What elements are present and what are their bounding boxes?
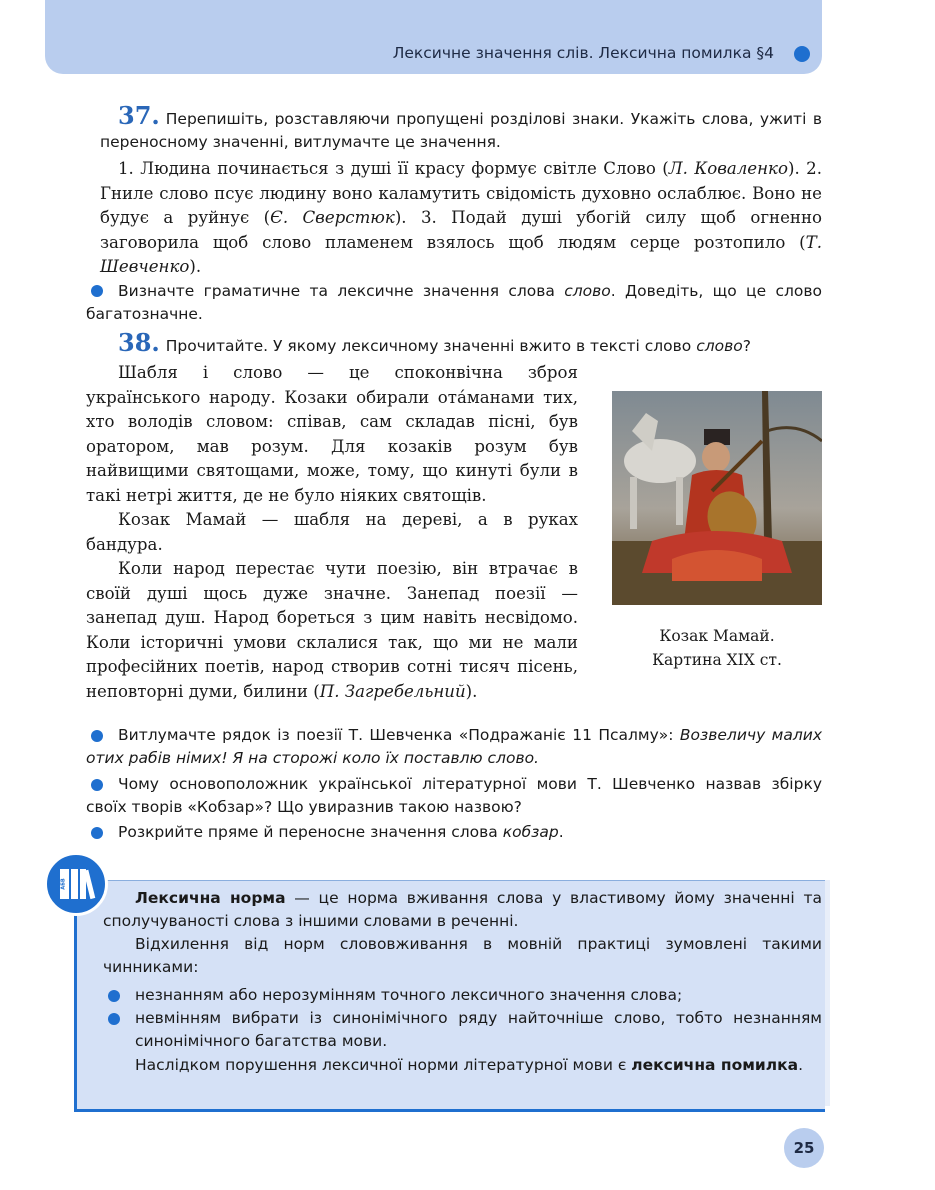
books-icon-graphic: [47, 855, 105, 913]
ex37-author-3: Т. Шевченко: [100, 232, 822, 276]
ex37-author-2: Є. Сверстюк: [270, 208, 395, 227]
kozak-mamai-painting: [612, 391, 822, 605]
ex38-question-3-word: кобзар: [502, 823, 559, 841]
exercise-37-text: [100, 157, 822, 280]
ex37-sentence-2: ). 2. Гниле слово псує людину воно каламутить свідомість духовно ослаблює. Воно не будує а руйнує (: [100, 159, 823, 227]
ex38-question-3: [86, 821, 822, 844]
ex37-sentence-1: 1. Людина починається з душі її красу формує світле Слово (: [118, 159, 669, 178]
exercise-37-task: [100, 101, 822, 154]
rule-definition-text: — це норма вживання слова у властивому йому значенні та сполучуваності слова з іншими словами в реченні.: [103, 889, 822, 930]
ex38-question-3-end: .: [558, 823, 564, 841]
page-header-title: Лексичне значення слів. Лексична помилка §4: [392, 44, 774, 62]
rule-content: [103, 887, 822, 979]
ex38-paragraph-1: Шабля і слово — це споконвічна зброя українського народу. Козаки обирали ота́манами тих, хто володів словом: співав, сам складав пісні, був оратором, мав розум. Для козаків розум був найвищими святощами, може, тому, що кинуті були в такі нетрі життя, де не було ніяких святощів.: [86, 363, 578, 505]
ex38-question-1-text: Витлумачте рядок із поезії Т. Шевченка «Подражаніє 11 Псалму»:: [118, 726, 680, 744]
exercise-38-instruction: Прочитайте. У якому лексичному значенні вжито в тексті слово: [165, 337, 697, 355]
exercise-38-task: [100, 328, 822, 358]
ex38-author: П. Загребельний: [319, 681, 466, 701]
ex38-paragraph-3-text: Коли народ перестає чути поезію, він втрачає в своїй душі щось дуже значне. Занепад поезії — занепад душ. Народ бореться з цим навіть несвідомо. Коли історичні умови склалися так, що ми не мали професійних поетів, народ створив сотні тисяч пісень, неповторні думи, билини (: [86, 559, 578, 701]
ex38-question-3-text: Розкрийте пряме й переносне значення слова: [118, 823, 503, 841]
ex38-question-1-quote: Возвеличу малих отих рабів німих! Я на сторожі коло їх поставлю слово.: [86, 726, 822, 767]
bullet-icon: [108, 1013, 120, 1025]
ex38-paragraph-3-end: ).: [465, 681, 478, 701]
rule-conclusion-text: Наслідком порушення лексичної норми літературної мови є: [135, 1056, 632, 1074]
ex37-question-word: слово: [564, 282, 611, 300]
exercise-38-end: ?: [742, 337, 751, 355]
ex37-question-end: . Доведіть, що це слово багатозначне.: [86, 282, 822, 323]
bullet-icon: [108, 990, 120, 1002]
ex38-paragraph-3: [86, 557, 578, 704]
rule-factor-1: незнанням або нерозумінням точного лексичного значення слова;: [135, 986, 683, 1004]
rule-conclusion: [103, 1054, 822, 1077]
exercise-37-number: 37.: [118, 101, 160, 130]
ex38-paragraph-2: Козак Мамай — шабля на дереві, а в руках бандура.: [86, 510, 578, 554]
ex37-end: ).: [189, 257, 202, 276]
header-band: [45, 0, 822, 74]
ex37-question-text: Визначте граматичне та лексичне значення слова: [118, 282, 565, 300]
painting-caption: [612, 624, 822, 672]
exercise-38-number: 38.: [118, 328, 160, 357]
rule-term: Лексична норма: [135, 889, 286, 907]
exercise-37-instruction: Перепишіть, розставляючи пропущені розділові знаки. Укажіть слова, ужиті в переносному значенні, витлумачте це значення.: [100, 110, 822, 151]
exercise-38-word: слово: [696, 337, 743, 355]
rule-definition: [103, 887, 822, 933]
books-icon: [44, 852, 108, 916]
caption-title: Козак Мамай.: [659, 627, 775, 645]
page-number: 25: [784, 1128, 824, 1168]
books-icon-letters: АБВ: [60, 878, 67, 890]
ex38-question-2: Чому основоположник української літературної мови Т. Шевченко назвав збірку своїх творів «Кобзар»? Що увиразнив такою назвою?: [86, 775, 822, 816]
rule-factor-2: невмінням вибрати із синонімічного ряду найточніше слово, тобто незнанням синонімічного багатства мови.: [135, 1009, 822, 1050]
rule-conclusion-end: .: [798, 1056, 804, 1074]
caption-subtitle: Картина XIX ст.: [652, 651, 782, 669]
ex38-question-1: [86, 724, 822, 770]
exercise-37-question: [86, 280, 822, 326]
painting-image: [612, 391, 822, 605]
rule-factors-intro: Відхилення від норм слововживання в мовній практиці зумовлені такими чинниками:: [103, 935, 822, 976]
rule-conclusion-term: лексична помилка: [631, 1056, 799, 1074]
header-dot-icon: [794, 46, 810, 62]
ex37-author-1: Л. Коваленко: [668, 159, 788, 178]
exercise-38-text: [86, 361, 578, 704]
ex37-sentence-3: ). 3. Подай душі убогій силу щоб огненно заговорила щоб слово пламенем взялось щоб людям серце розтопило (: [100, 208, 822, 252]
